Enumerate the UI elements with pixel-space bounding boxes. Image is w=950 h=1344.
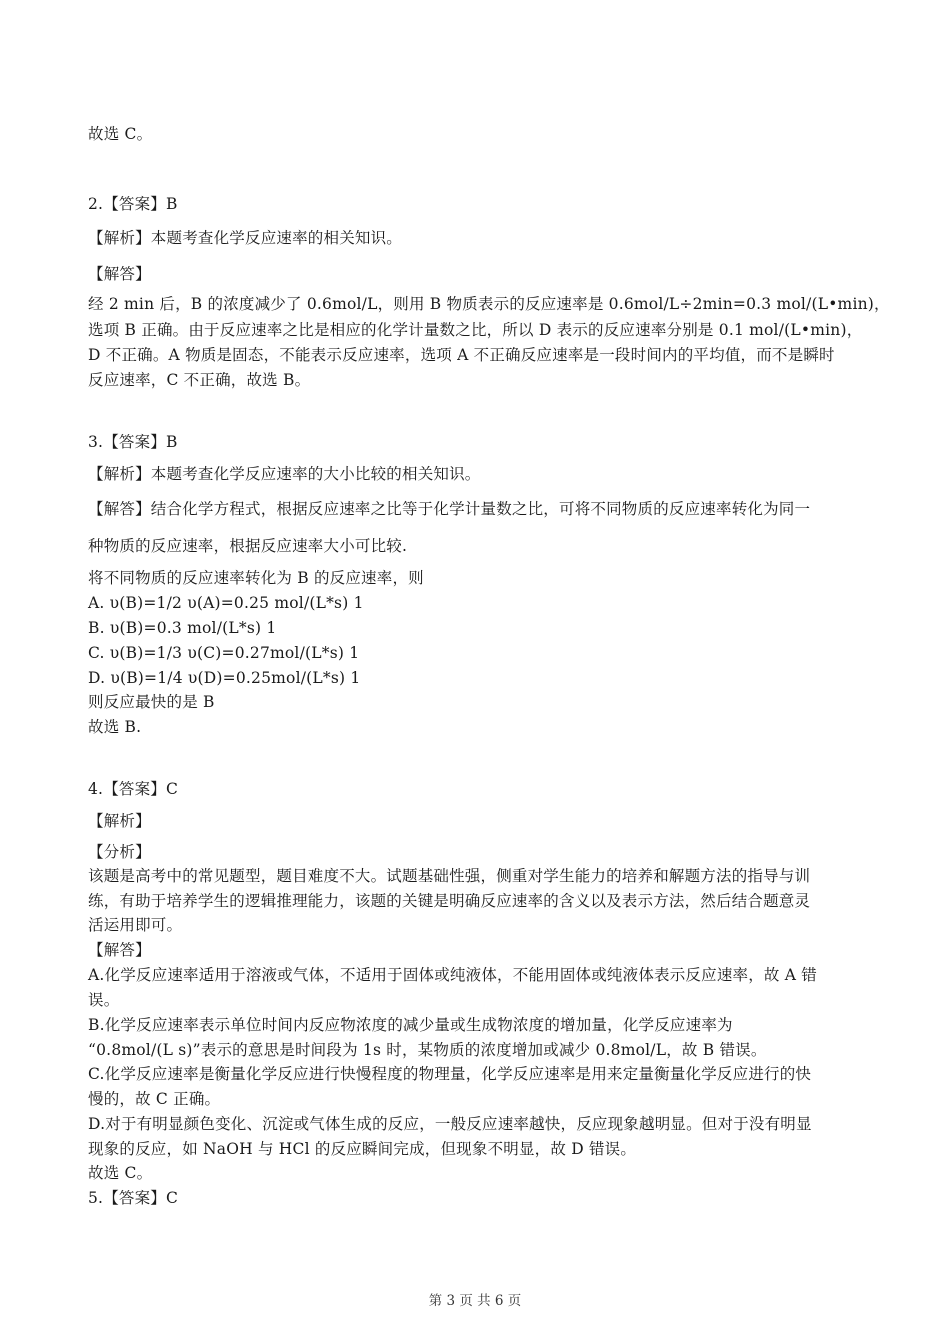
paragraph-line: 反应速率，C 不正确，故选 B。: [88, 371, 311, 389]
paragraph-line: C.化学反应速率是衡量化学反应进行快慢程度的物理量，化学反应速率是用来定量衡量化学反应进行的快: [88, 1065, 812, 1083]
paragraph-line: 练，有助于培养学生的逻辑推理能力，该题的关键是明确反应速率的含义以及表示方法，然后结合题意灵: [88, 892, 811, 910]
paragraph-line: 误。: [88, 991, 120, 1009]
option-line: D. υ(B)=1/4 υ(D)=0.25mol/(L*s) 1: [88, 669, 361, 687]
paragraph-line: 将不同物质的反应速率转化为 B 的反应速率，则: [88, 569, 424, 587]
answer-heading: 4.【答案】C: [88, 780, 179, 798]
page-footer: 第 3 页 共 6 页: [428, 1293, 522, 1309]
paragraph-line: 经 2 min 后，B 的浓度减少了 0.6mol/L，则用 B 物质表示的反应速率是 0.6mol/L÷2min=0.3 mol/(L•min)，: [88, 295, 890, 313]
paragraph-line: D.对于有明显颜色变化、沉淀或气体生成的反应，一般反应速率越快，反应现象越明显。但对于没有明显: [88, 1115, 812, 1133]
paragraph-line: B.化学反应速率表示单位时间内反应物浓度的减少量或生成物浓度的增加量，化学反应速率为: [88, 1016, 733, 1034]
paragraph-line: 【分析】: [88, 843, 151, 861]
conclusion-line: 故选 B.: [88, 718, 142, 736]
answer-heading: 2.【答案】B: [88, 195, 178, 213]
paragraph-line: 则反应最快的是 B: [88, 693, 215, 711]
paragraph-line: D 不正确。A 物质是固态，不能表示反应速率，选项 A 不正确反应速率是一段时间内的平均值，而不是瞬时: [88, 346, 835, 364]
paragraph-line: 活运用即可。: [88, 916, 183, 934]
conclusion-line: 故选 C。: [88, 125, 153, 143]
solution-heading: 【解答】: [88, 941, 151, 959]
paragraph-line: 选项 B 正确。由于反应速率之比是相应的化学计量数之比，所以 D 表示的反应速率分别是 0.1 mol/(L•min)，: [88, 321, 863, 339]
answer-heading: 5.【答案】C: [88, 1189, 179, 1207]
paragraph-line: 现象的反应，如 NaOH 与 HCl 的反应瞬间完成，但现象不明显，故 D 错误。: [88, 1140, 637, 1158]
paragraph-line: A.化学反应速率适用于溶液或气体，不适用于固体或纯液体，不能用固体或纯液体表示反应速率，故 A 错: [88, 966, 817, 984]
paragraph-line: “0.8mol/(L s)”表示的意思是时间段为 1s 时，某物质的浓度增加或减少 0.8mol/L，故 B 错误。: [88, 1041, 767, 1059]
paragraph-line: 种物质的反应速率，根据反应速率大小可比较.: [88, 537, 408, 555]
option-line: A. υ(B)=1/2 υ(A)=0.25 mol/(L*s) 1: [88, 594, 364, 612]
conclusion-line: 故选 C。: [88, 1164, 153, 1182]
analysis-line: 【解析】本题考查化学反应速率的大小比较的相关知识。: [88, 465, 481, 483]
paragraph-line: 【解答】结合化学方程式，根据反应速率之比等于化学计量数之比，可将不同物质的反应速率转化为同一: [88, 500, 811, 518]
option-line: B. υ(B)=0.3 mol/(L*s) 1: [88, 619, 277, 637]
paragraph-line: 该题是高考中的常见题型，题目难度不大。试题基础性强，侧重对学生能力的培养和解题方法的指导与训: [88, 867, 811, 885]
paragraph-line: 慢的，故 C 正确。: [88, 1090, 221, 1108]
option-line: C. υ(B)=1/3 υ(C)=0.27mol/(L*s) 1: [88, 644, 360, 662]
solution-heading: 【解答】: [88, 265, 151, 283]
analysis-line: 【解析】本题考查化学反应速率的相关知识。: [88, 229, 403, 247]
analysis-line: 【解析】: [88, 812, 151, 830]
answer-heading: 3.【答案】B: [88, 433, 178, 451]
